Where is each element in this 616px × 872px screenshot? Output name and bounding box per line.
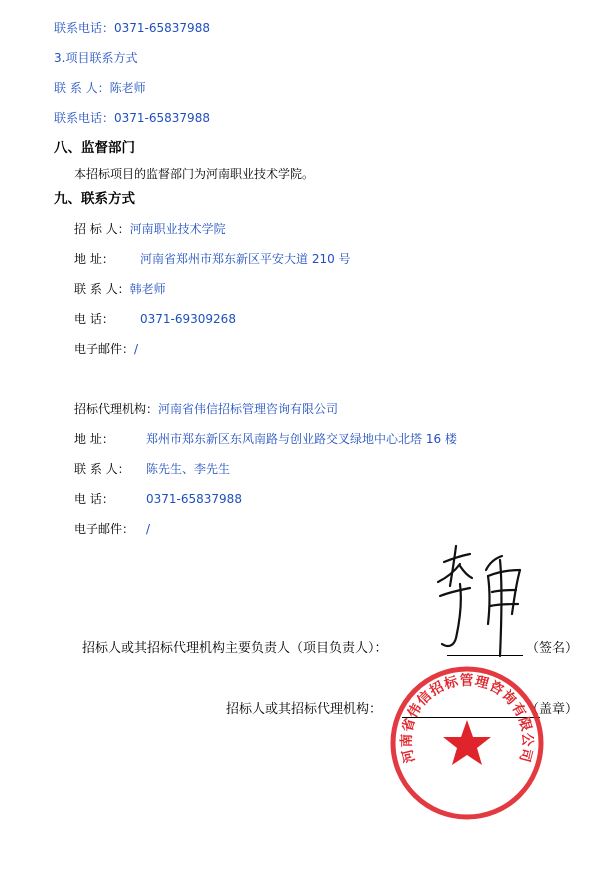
tenderer-row bbox=[74, 221, 226, 237]
email-value-2: / bbox=[146, 522, 151, 536]
signature-prefix: 招标人或其招标代理机构主要负责人（项目负责人）： bbox=[82, 641, 388, 656]
tel-label-1 bbox=[54, 20, 210, 36]
address-label-1: 地 址： bbox=[74, 252, 114, 266]
address-row-1 bbox=[74, 251, 351, 267]
phone-label-2: 电 话： bbox=[74, 492, 114, 506]
contact-value-2: 陈先生、李先生 bbox=[146, 462, 231, 476]
project-contact-title: 3.项目联系方式 bbox=[54, 51, 138, 65]
address-value-2: 郑州市郑东新区东风南路与创业路交叉绿地中心北塔 16 楼 bbox=[146, 432, 457, 446]
email-label-2: 电子邮件： bbox=[74, 522, 135, 536]
phone-value-1: 0371-69309268 bbox=[140, 312, 236, 326]
tel-value-2: 0371-65837988 bbox=[114, 111, 210, 125]
seal-suffix: （盖章） bbox=[526, 702, 579, 717]
tel-row-2 bbox=[54, 110, 210, 126]
tel-label-2: 联系电话： bbox=[54, 111, 115, 125]
handwritten-signature bbox=[430, 540, 526, 660]
contact-label-2: 联 系 人： bbox=[74, 462, 130, 476]
seal-text: 河南省伟信招标管理咨询有限公司 bbox=[398, 672, 536, 765]
signature-suffix: （签名） bbox=[526, 641, 579, 656]
phone-row-1 bbox=[74, 311, 236, 327]
phone-label-1: 电 话： bbox=[74, 312, 114, 326]
address-value-1: 河南省郑州市郑东新区平安大道 210 号 bbox=[140, 252, 351, 266]
contact-person-value: 陈老师 bbox=[109, 81, 146, 95]
contact-label-1: 联 系 人： bbox=[74, 282, 130, 296]
agency-label: 招标代理机构： bbox=[74, 402, 159, 416]
email-row-2 bbox=[74, 521, 150, 537]
tenderer-value: 河南职业技术学院 bbox=[129, 222, 226, 236]
seal-prefix: 招标人或其招标代理机构： bbox=[226, 702, 383, 717]
section8-body: 本招标项目的监督部门为河南职业技术学院。 bbox=[74, 167, 315, 181]
section9-title: 九、联系方式 bbox=[54, 191, 135, 207]
contact-person-label: 联 系 人： bbox=[54, 81, 110, 95]
contact-row-2 bbox=[74, 461, 230, 477]
agency-row bbox=[74, 401, 338, 417]
email-value-1: / bbox=[134, 342, 139, 356]
seal-star-icon bbox=[443, 720, 491, 765]
tel-label-text-1: 联系电话： bbox=[54, 21, 115, 35]
contact-value-1: 韩老师 bbox=[129, 282, 166, 296]
email-label-1: 电子邮件： bbox=[74, 342, 135, 356]
phone-value-2: 0371-65837988 bbox=[146, 492, 242, 506]
agency-value: 河南省伟信招标管理咨询有限公司 bbox=[158, 402, 339, 416]
contact-person-row bbox=[54, 80, 146, 96]
tel-value-1: 0371-65837988 bbox=[114, 21, 210, 35]
company-seal-stamp bbox=[388, 664, 546, 822]
email-row-1 bbox=[74, 341, 138, 357]
address-label-2: 地 址： bbox=[74, 432, 114, 446]
section8-title: 八、监督部门 bbox=[54, 140, 135, 156]
address-row-2 bbox=[74, 431, 457, 447]
phone-row-2 bbox=[74, 491, 242, 507]
contact-row-1 bbox=[74, 281, 166, 297]
tenderer-label: 招 标 人： bbox=[74, 222, 130, 236]
